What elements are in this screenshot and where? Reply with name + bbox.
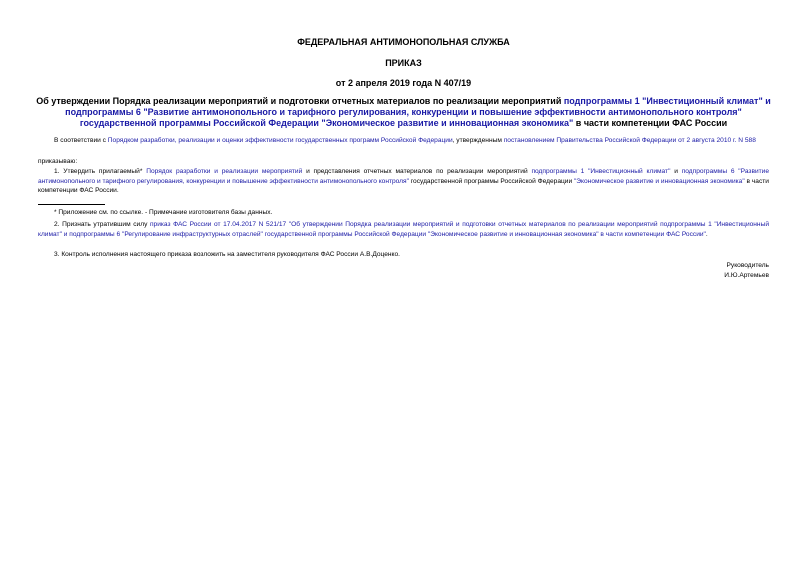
item-1-text-1: 1. Утвердить прилагаемый*: [54, 168, 147, 175]
title-prefix: Об утверждении Порядка реализации мероприятий и подготовки отчетных материалов по реализации мероприятий: [36, 96, 564, 106]
paragraph-basis: [38, 136, 769, 146]
item-1-text-5: в части компетенции ФАС России.: [38, 177, 769, 194]
repealed-order-link[interactable]: приказ ФАС России от 17.04.2017 N 521/17 "Об утверждении Порядка реализации мероприятий и подготовки отчетных материалов по реализации мероприятий подпрограммы 1 "Инвестиционный климат" и подпрограммы 6 "Регулирование инфраструктурных отраслей" государственной программы Российской Федерации "Экономическое развитие и инновационная экономика" в части компетенции ФАС России": [38, 221, 769, 238]
document-type-heading: ПРИКАЗ: [385, 58, 422, 68]
paragraph-basis-text-1: В соответствии с: [54, 137, 108, 144]
item-1-text-3: и: [670, 168, 682, 175]
title-program-link[interactable]: подпрограммы 1 "Инвестиционный климат" и подпрограммы 6 "Развитие антимонопольного и тарифного регулирования, конкуренции и повышение эффективности антимонопольного контроля" государственной программы Российской Федерации "Экономическое развитие и инновационная экономика": [65, 96, 771, 128]
footnote: * Приложение см. по ссылке. - Примечание изготовителя базы данных.: [54, 209, 273, 216]
subprogram-6-link[interactable]: подпрограммы 6 "Развитие антимонопольного и тарифного регулирования, конкуренции и повышение эффективности антимонопольного контроля": [38, 168, 770, 185]
item-1-text-2: и представления отчетных материалов по реализации мероприятий: [302, 168, 532, 175]
government-resolution-link[interactable]: постановлением Правительства Российской Федерации от 2 августа 2010 г. N 588: [503, 137, 756, 144]
item-1-text-4: государственной программы Российской Федерации: [408, 177, 574, 185]
paragraph-item-3: 3. Контроль исполнения настоящего приказа возложить на заместителя руководителя ФАС России А.В.Доценко.: [54, 251, 400, 258]
procedure-link[interactable]: Порядком разработки, реализации и оценки эффективности государственных программ Российской Федерации: [107, 137, 453, 144]
item-2-text-1: 2. Признать утратившим силу: [54, 221, 150, 228]
item-2-text-2: .: [705, 230, 708, 238]
footnote-separator: [38, 204, 105, 205]
organization-heading: ФЕДЕРАЛЬНАЯ АНТИМОНОПОЛЬНАЯ СЛУЖБА: [297, 37, 510, 47]
document-title: [30, 96, 777, 129]
paragraph-item-1: [38, 167, 769, 196]
document-date-number: от 2 апреля 2019 года N 407/19: [335, 78, 472, 88]
signer-name: И.Ю.Артемьев: [724, 272, 769, 279]
signature-block: [724, 261, 769, 281]
paragraph-basis-text-2: , утвержденным: [452, 137, 504, 144]
signer-position: Руководитель: [726, 262, 769, 269]
subprogram-1-link[interactable]: подпрограммы 1 "Инвестиционный климат": [531, 168, 671, 175]
approved-procedure-link[interactable]: Порядок разработки и реализации мероприятий: [146, 168, 303, 175]
paragraph-item-2: [38, 220, 769, 239]
paragraph-order-word: приказываю:: [38, 158, 78, 165]
title-suffix: в части компетенции ФАС России: [573, 118, 728, 128]
state-program-link[interactable]: "Экономическое развитие и инновационная экономика": [573, 177, 745, 185]
